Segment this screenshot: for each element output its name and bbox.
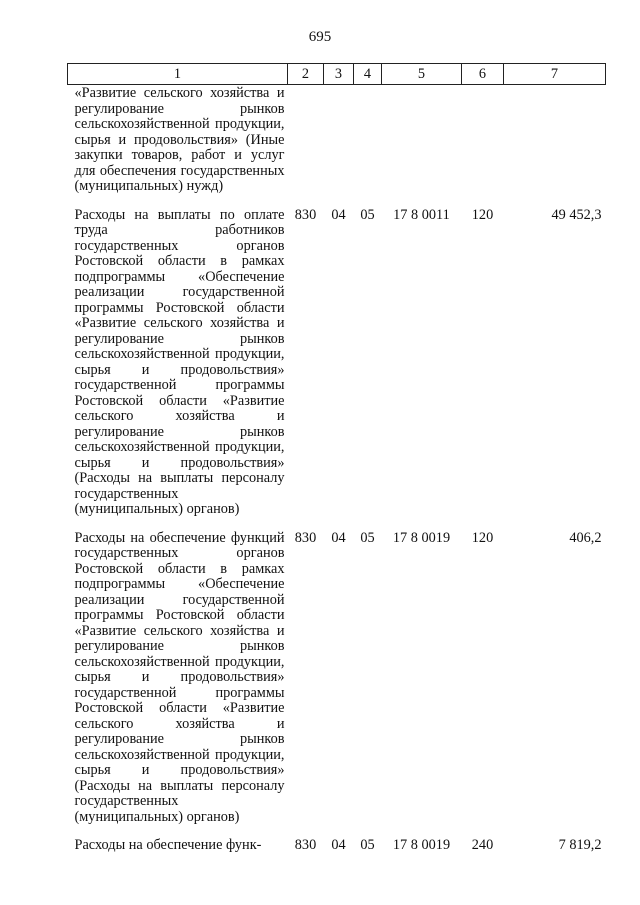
cell-section [324, 85, 354, 208]
cell-section: 04 [331, 206, 346, 223]
cell-subsection: 05 [360, 529, 375, 546]
column-header-5: 5 [382, 64, 462, 85]
cell-target-article [382, 85, 462, 208]
cell-expense-type: 120 [471, 206, 494, 223]
cell-target-article: 17 8 0019 [392, 837, 451, 853]
budget-table [67, 63, 606, 854]
cell-subsection [354, 85, 382, 208]
column-header-3: 3 [324, 64, 354, 85]
cell-subsection: 05 [360, 837, 375, 853]
cell-admin-code: 830 [294, 206, 317, 223]
cell-admin-code [288, 85, 324, 208]
page-number: 695 [308, 29, 332, 45]
table-row [68, 208, 606, 531]
column-header-4: 4 [354, 64, 382, 85]
cell-amount: 7 819,2 [558, 837, 602, 853]
cell-expense-type: 240 [471, 837, 494, 853]
cell-admin-code: 830 [294, 529, 317, 546]
cell-amount: 49 452,3 [551, 206, 602, 223]
cell-section: 04 [331, 529, 346, 546]
column-header-2: 2 [288, 64, 324, 85]
cell-subsection: 05 [360, 206, 375, 223]
table-header-row [68, 64, 606, 85]
row-name: «Развитие сельского хозяйства и регулирование рынков сельскохозяйственной продукции, сырья и продовольствия» (Иные закупки товаров, работ и услуг для обеспечения государственных (муниципальных) нужд) [74, 85, 285, 194]
cell-target-article: 17 8 0011 [393, 206, 450, 223]
row-name: Расходы на выплаты по оплате труда работников государственных органов Ростовской области в рамках подпрограммы «Обеспечение реализации государственной программы Ростовской области «Развитие сельского хозяйства и регулирование рынков сельскохозяйственной продукции, сырья и продовольствия» государственной программы Ростовской области «Развитие сельского хозяйства и регулирование рынков сельскохозяйственной продукции, сырья и продовольствия» (Расходы на выплаты персоналу государственных (муниципальных) органов) [74, 206, 285, 517]
row-name: Расходы на обеспечение функ- [74, 837, 262, 853]
cell-expense-type: 120 [471, 529, 494, 546]
column-header-1: 1 [68, 64, 288, 85]
column-header-7: 7 [504, 64, 606, 85]
column-header-6: 6 [462, 64, 504, 85]
cell-target-article: 17 8 0019 [392, 529, 451, 546]
cell-admin-code: 830 [294, 837, 317, 853]
table-row [68, 531, 606, 839]
table-row [68, 85, 606, 208]
cell-amount [504, 85, 606, 208]
cell-expense-type [462, 85, 504, 208]
cell-section: 04 [331, 837, 346, 853]
cell-amount: 406,2 [569, 529, 602, 546]
table-row [68, 838, 606, 854]
row-name: Расходы на обеспечение функций государственных органов Ростовской области в рамках подпрограммы «Обеспечение реализации государственной программы Ростовской области «Развитие сельского хозяйства и регулирование рынков сельскохозяйственной продукции, сырья и продовольствия» государственной программы Ростовской области «Развитие сельского хозяйства и регулирование рынков сельскохозяйственной продукции, сырья и продовольствия» (Расходы на выплаты персоналу государственных (муниципальных) органов) [74, 529, 285, 825]
